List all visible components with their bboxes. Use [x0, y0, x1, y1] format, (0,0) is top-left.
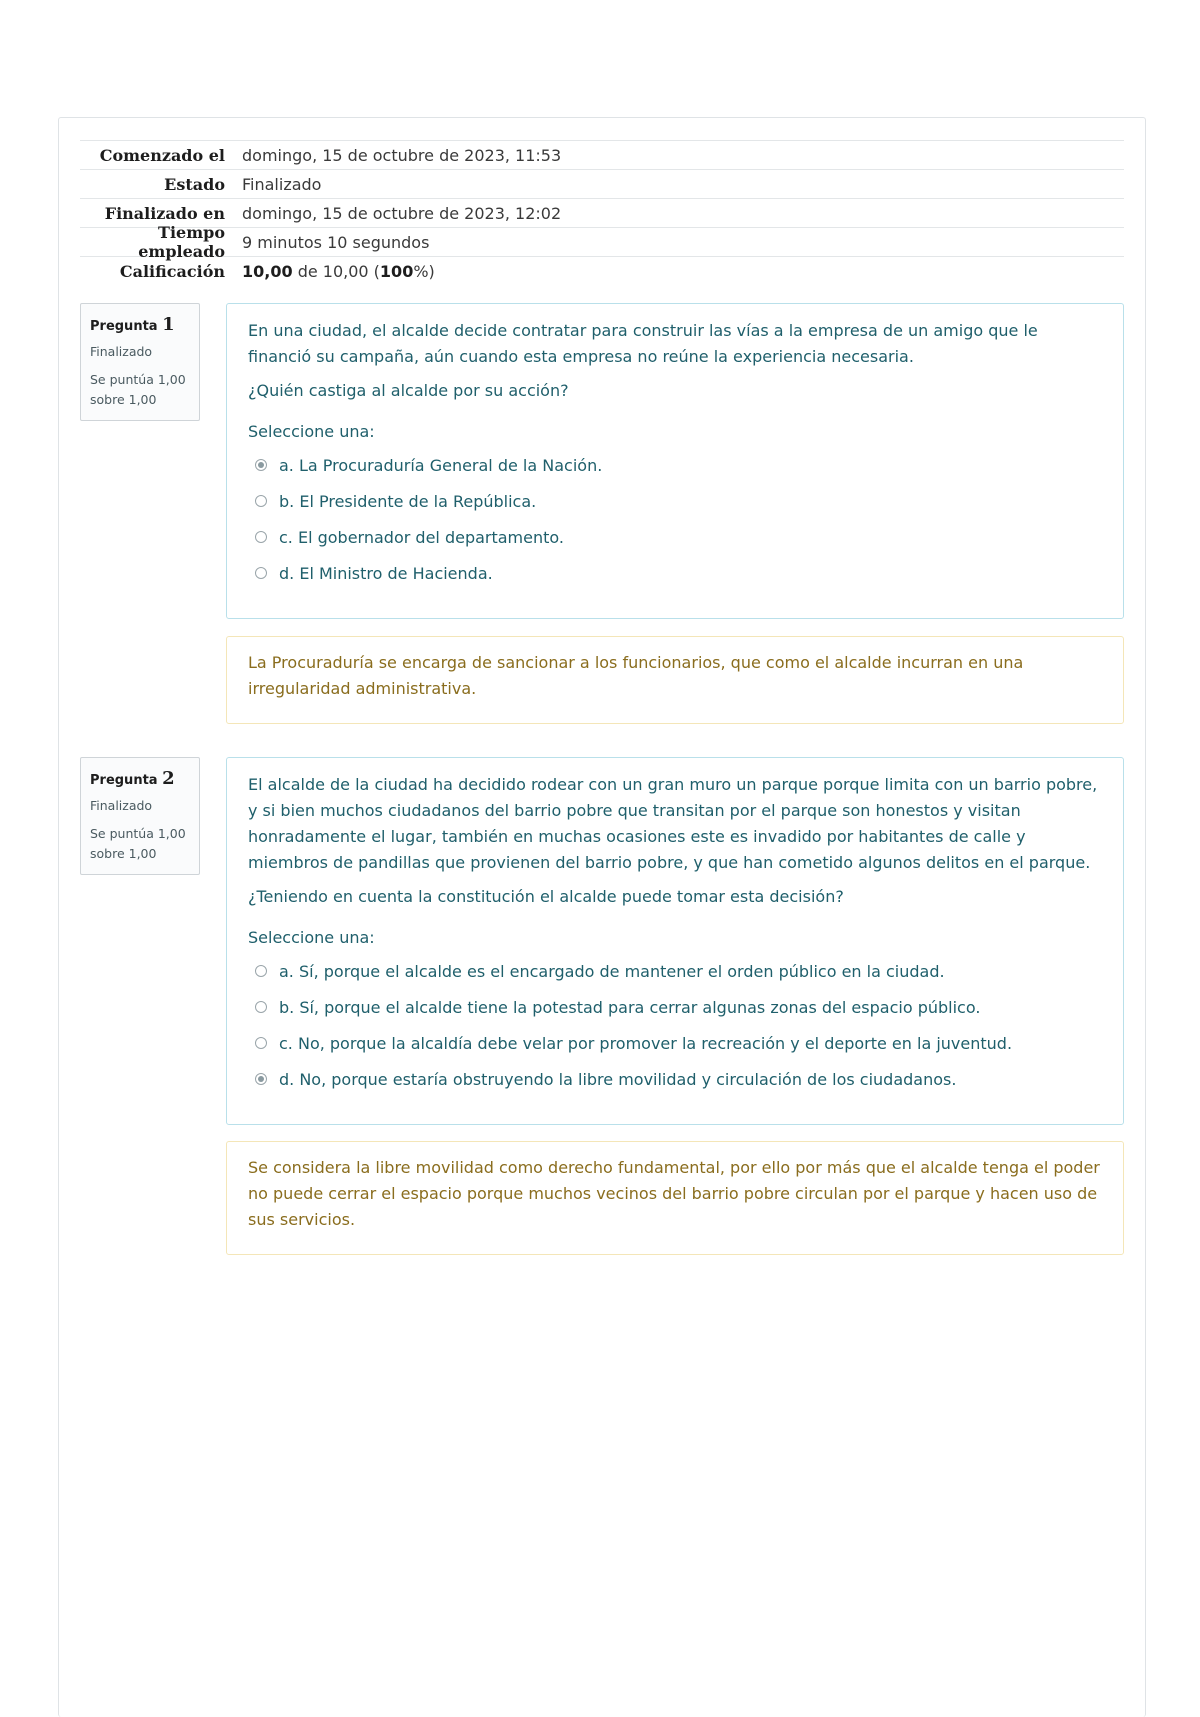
question-info-1	[80, 303, 200, 421]
select-label: Seleccione una:	[248, 928, 375, 947]
question-prompt: ¿Teniendo en cuenta la constitución el alcalde puede tomar esta decisión?	[248, 887, 844, 906]
feedback-text: La Procuraduría se encarga de sancionar a los funcionarios, que como el alcalde incurran en una irregularidad administrativa.	[248, 653, 1024, 698]
answer-option-label: d. El Ministro de Hacienda.	[279, 563, 493, 583]
radio-button[interactable]	[255, 965, 267, 977]
question-grade-line: Se puntúa 1,00	[90, 826, 186, 841]
summary-label: Tiempo empleado	[138, 223, 225, 261]
question-grade-line: Se puntúa 1,00	[90, 372, 186, 387]
question-prompt: ¿Quién castiga al alcalde por su acción?	[248, 381, 569, 400]
grade-percent: 100	[379, 261, 414, 281]
answer-option-label: a. Sí, porque el alcalde es el encargado de mantener el orden público en la ciudad.	[279, 961, 945, 981]
question-title-text: Pregunta	[90, 319, 158, 334]
answer-option-b[interactable]	[248, 989, 1102, 1025]
summary-row-state	[80, 169, 1124, 198]
summary-value: 9 minutos 10 segundos	[242, 232, 430, 252]
answer-option-label: c. No, porque la alcaldía debe velar por promover la recreación y el deporte en la juventud.	[279, 1033, 1013, 1053]
grade-of-text: de 10,00 (	[297, 261, 380, 281]
radio-button-checked[interactable]	[255, 1073, 267, 1085]
attempt-summary	[80, 140, 1124, 285]
answer-option-b[interactable]	[248, 483, 1102, 519]
question-grade	[90, 370, 190, 410]
feedback-1	[226, 636, 1124, 724]
radio-button[interactable]	[255, 567, 267, 579]
question-state: Finalizado	[90, 798, 153, 813]
question-grade	[90, 824, 190, 864]
question-text: El alcalde de la ciudad ha decidido rodear con un gran muro un parque porque limita con un barrio pobre, y si bien muchos ciudadanos del barrio pobre que transitan por el parque son honestos y visitan honradamente el lugar, también en muchas ocasiones este es invadido por habitantes de calle y miembros de pandillas que provienen del barrio pobre, y que han cometido algunos delitos en el parque.	[248, 775, 1098, 872]
answer-option-a[interactable]	[248, 447, 1102, 483]
summary-value: domingo, 15 de octubre de 2023, 11:53	[242, 145, 562, 165]
summary-value: Finalizado	[242, 174, 322, 194]
radio-button[interactable]	[255, 1001, 267, 1013]
feedback-text: Se considera la libre movilidad como derecho fundamental, por ello por más que el alcalde tenga el poder no puede cerrar el espacio porque muchos vecinos del barrio pobre circulan por el parque y hacen uso de sus servicios.	[248, 1158, 1100, 1229]
answer-option-c[interactable]	[248, 1025, 1102, 1061]
select-label: Seleccione una:	[248, 422, 375, 441]
answer-option-d[interactable]	[248, 1061, 1102, 1097]
question-title-text: Pregunta	[90, 773, 158, 788]
summary-row-time	[80, 223, 1124, 261]
radio-button[interactable]	[255, 531, 267, 543]
answer-option-a[interactable]	[248, 953, 1102, 989]
question-content-2	[226, 757, 1124, 1125]
radio-button-checked[interactable]	[255, 459, 267, 471]
question-number: 2	[162, 768, 175, 789]
summary-label: Estado	[164, 174, 225, 194]
question-text: En una ciudad, el alcalde decide contratar para construir las vías a la empresa de un amigo que le financió su campaña, aún cuando esta empresa no reúne la experiencia necesaria.	[248, 321, 1038, 366]
answer-option-label: b. Sí, porque el alcalde tiene la potestad para cerrar algunas zonas del espacio público.	[279, 997, 981, 1017]
answer-option-d[interactable]	[248, 555, 1102, 591]
question-number: 1	[162, 314, 175, 335]
answer-option-label: c. El gobernador del departamento.	[279, 527, 564, 547]
feedback-2	[226, 1141, 1124, 1255]
radio-button[interactable]	[255, 495, 267, 507]
question-title	[90, 314, 190, 335]
grade-value	[242, 262, 435, 281]
question-grade-line: sobre 1,00	[90, 392, 157, 407]
grade-suffix: %)	[413, 261, 435, 281]
answer-option-label: d. No, porque estaría obstruyendo la libre movilidad y circulación de los ciudadanos.	[279, 1069, 957, 1089]
summary-label: Comenzado el	[99, 145, 225, 165]
question-info-2	[80, 757, 200, 875]
grade-score: 10,00	[242, 261, 293, 281]
answer-option-c[interactable]	[248, 519, 1102, 555]
question-content-1	[226, 303, 1124, 619]
summary-value: domingo, 15 de octubre de 2023, 12:02	[242, 203, 562, 223]
summary-row-started	[80, 140, 1124, 169]
radio-button[interactable]	[255, 1037, 267, 1049]
question-title	[90, 768, 190, 789]
answer-option-label: a. La Procuraduría General de la Nación.	[279, 455, 603, 475]
summary-label: Calificación	[119, 261, 225, 281]
question-state: Finalizado	[90, 344, 153, 359]
summary-label: Finalizado en	[104, 203, 225, 223]
answer-option-label: b. El Presidente de la República.	[279, 491, 537, 511]
question-grade-line: sobre 1,00	[90, 846, 157, 861]
